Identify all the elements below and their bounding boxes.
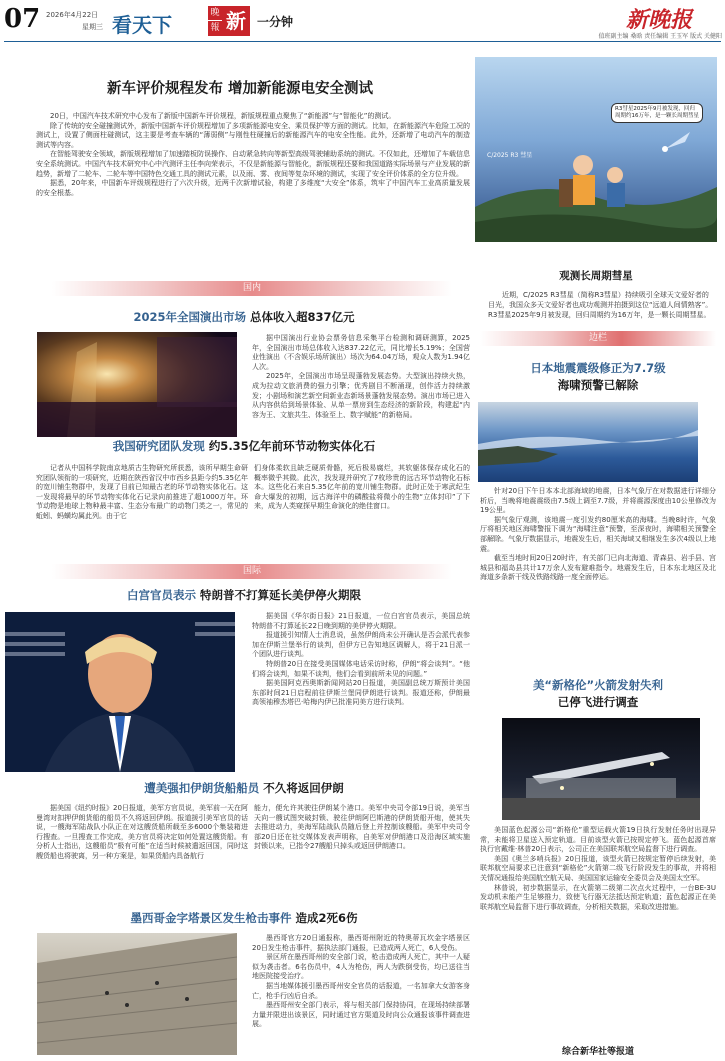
pyramid-photo (37, 933, 237, 1055)
page-number: 07 (4, 4, 41, 34)
headline-prefix: 白宫官员表示 (126, 588, 196, 602)
comet-illustration (475, 57, 717, 242)
footer-source: 综合新华社等报道 (561, 1047, 634, 1057)
fossil-right: 们身体柔软且缺乏硬质骨骼，死后极易腐烂，其软躯体保存成化石的概率微乎其微。此次，找发现并研究了7枚珍贵的远古环节动物化石标本。这些化石来自5.35亿年前的宽川铺生物群。此时正处于寒武纪生命大爆发的初期，远古海洋中的磷酸盐将微小的生物“立体封印”了下来，成为人类窥探早期生命演化的绝佳窗口。 (254, 464, 470, 511)
seal-char: 報 (208, 21, 222, 36)
ship-right: 能力，便允许其驶往伊朗某个港口。美军中央司令部19日说，美军当天向一艘试图突破封锁、驶往伊朗阿巴斯港的伊朗货船开炮，使其失去推进动力，美海军陆战队员随后登上并控制该艘船。美军中央司令部20日还在社交媒体发表声明称，自美军对伊朗港口及沿海区域实施封锁以来，已指令27艘船只掉头或返回伊朗港口。 (254, 804, 470, 851)
seal-char: 新 (222, 6, 250, 36)
trump-headline (14, 587, 474, 603)
mexico-paragraph: 景区所在墨西哥州的安全部门说，枪击造成两人死亡，其中一人疑似为袭击者。6名伤员中，4人为枪伤，两人为跌倒受伤，均已送往当地医院接受治疗。 (252, 953, 470, 981)
trump-body (252, 612, 470, 708)
lead-body (36, 112, 470, 198)
quake-paragraph: 截至当地时间20日20时许，有关部门已向北海道、青森县、岩手县、宫城县和福岛县共计17万余人发布避难指令。地震发生后，日本东北地区及北海道多条新干线及铁路线路一度全面停运。 (480, 554, 716, 582)
coast-photo (478, 402, 698, 482)
lead-paragraph: 20日，中国汽车技术研究中心发布了新版中国新车评价规程，新版规程重点聚焦了“新能源”与“智能化”的测试。 (50, 112, 396, 120)
issue-date: 2026年4月22日 (46, 11, 99, 19)
rocket-shape (502, 718, 700, 820)
section-title: 看天下 (112, 13, 172, 37)
concert-crowd (37, 332, 237, 437)
headline-main: 海啸预警已解除 (557, 378, 639, 392)
seal-logo (208, 6, 252, 36)
lead-paragraph: 在智能驾驶安全领域，新版规程增加了加速踏板防误操作、自动紧急转向等新型高级驾驶辅助系统的测试。不仅如此，还增加了车载信息安全系统测试。中国汽车技术研究中心中汽测评主任李向荣表示，不仅是新能源与智能化，新版规程还要和我国道路实际场景与产业发展的新趋势，新增了二轮车、二轮车等中国特色交通工具的测试元素，以及雨、雾、夜间等复杂环境的测试，实现了安全评价体系的全方位升级。 (36, 150, 470, 178)
headline-main: 约5.35亿年前环节动物实体化石 (208, 439, 376, 453)
headline-main: 不久将返回伊朗 (263, 781, 344, 795)
headline-main: 已停飞进行调查 (557, 695, 639, 709)
headline-main: 特朗普不打算延长美伊停火期限 (200, 588, 361, 602)
comet-bubble-text: R3彗星2025年9月被发现，回归周期约16万年，是一颗长周期彗星 (615, 106, 699, 119)
performance-paragraph: 2025年，全国演出市场呈现蓬勃发展态势。大型演出持续火热，成为拉动文旅消费的强力引擎；优秀剧目不断涌现，创作活力持续激发；小剧场和演艺新空间新业态新场景蓬勃发展态势。演出市场已进入从内容供给到场景体验、从单一票房到生态经济的新阶段，构建起“内容为王、文旅共生、体验至上、数字赋能”的新格局。 (252, 372, 470, 419)
performance-headline (14, 309, 474, 325)
trump-portrait (5, 612, 235, 772)
masthead (0, 0, 725, 44)
section-band-domestic (52, 281, 452, 296)
section-band-sidebar (480, 331, 716, 346)
mexico-paragraph: 据当地媒体援引墨西哥州安全官员的话报道，一名加拿大女游客身亡，枪手行凶后自杀。 (252, 981, 470, 1000)
lead-paragraph: 据悉，20年来，中国新车评级规程进行了六次升级，近两千次新增试验，构建了多维度“大安全”体系，筑牢了中国汽车工业高质量发展的安全根基。 (36, 179, 470, 197)
trump-paragraph: 据美国《华尔街日报》21日报道，一位白宫官员表示，美国总统特朗普不打算延长22日晚到期的美伊停火期限。 (252, 612, 470, 630)
ship-left: 据美国《纽约时报》20日报道，美军方官员说，美军前一天在阿曼湾对扣押伊朗货船的船员不久将返回伊朗。报道援引美军官员的话说，一艘海军陆战队小队正在对这艘货船所载至多6000个集装箱进行搜查。一旦搜查工作完成，美方官员将决定如何处置这艘货船。有分析人士指出，这艘船员“极有可能”在适当时候被遣返回国，同时这艘货船也将驶离，另一种方案是，如果货船内具备航行 (36, 804, 248, 860)
headline-prefix: 2025年全国演出市场 (133, 310, 246, 324)
coast-shape (478, 402, 698, 482)
rocket-headline (478, 677, 718, 711)
fossil-headline (14, 438, 474, 454)
issue-weekday: 星期三 (82, 23, 103, 31)
band-label: 边栏 (588, 333, 607, 343)
performance-body (252, 334, 470, 420)
headline-main: 造成2死6伤 (295, 911, 358, 925)
comet-text: 近期，C/2025 R3彗星（简称R3彗星）持续吸引全球天文爱好者的目光，我国众多天文爱好者也成功观测并拍摄到这位“远道人间情熟客”。R3彗星2025年9月被发现，回归周期约为16万年，是一颗长周期彗星。 (488, 291, 713, 319)
lead-headline: 新车评价规程发布 增加新能源电安全测试 (106, 81, 374, 97)
quake-paragraph: 据气象厅观测，该地震一度引发约80厘米高的海啸。当晚8时许，气象厅将相关地区海啸警报下调为“海啸注意”预警，至深夜时，海啸相关预警全部解除。气象厅数据显示，地震发生后，相关海域又相继发生多次4级以上地震。 (480, 515, 716, 553)
rocket-paragraph: 美国蓝色起源公司“新格伦”重型运载火箭19日执行发射任务时出现异常，未能将卫星送入预定轨道。目前该型火箭已按规定停飞。蓝色起源首席执行官戴维·林普20日表示，公司正在美国联邦航空局监督下进行调查。 (480, 826, 716, 854)
trump-paragraph: 特朗普20日在接受美国媒体电话采访时称，伊朗“将会谈判”。“他们将会谈判，如果不谈判，他们会看到前所未见的问题。” (252, 659, 470, 678)
staff-credits: 值班副主编 桑晗 责任编辑 王玉军 版式 关健阳 (598, 33, 722, 40)
mexico-paragraph: 墨西哥官方20日通报称，墨西哥州附近的特奥蒂瓦坎金字塔景区20日发生枪击事件，据执法部门通报，已造成两人死亡，6人受伤。 (252, 934, 470, 952)
quake-headline (478, 360, 718, 394)
headline-main: 总体收入超837亿元 (250, 310, 355, 324)
headline-prefix: 墨西哥金字塔景区发生枪击事件 (130, 911, 292, 925)
fossil-left: 记者从中国科学院南京地质古生物研究所获悉，该所早期生命研究团队领衔的一项研究，近期在陕西省汉中市西乡县距今约5.35亿年的宽川铺生物群中，发现了目前已知最古老的环节动物实体化石。这一发现将最早的环节动物实体化石记录向前推进了超1000万年。环节动物是地球上物种最丰富、生态分布最广的动物门类之一，常见的蚯蚓、蚂蟥均属此列。由于它 (36, 464, 248, 520)
trump-photo (5, 612, 235, 772)
headline-prefix: 美“新格伦”火箭发射失利 (532, 678, 664, 692)
rocket-paragraph: 林普说，初步数据显示，在火箭第二级第二次点火过程中，一台BE-3U发动机未能产生足够推力，致使飞行器无法抵达预定轨道；蓝色起源正在美联邦航空局监督下进行事故调查，分析相关数据，采取改进措施。 (480, 883, 716, 911)
band-label: 国内 (242, 283, 261, 293)
brand-logo: 新晚报 (626, 7, 693, 33)
headline-prefix: 遭美强扣伊朗货船船员 (144, 781, 260, 795)
trump-paragraph: 报道援引知情人士消息说，虽然伊朗尚未公开确认是否会派代表参加在伊斯兰堡举行的谈判，但伊方已告知地区调解人，将于21日派一个团队进行谈判。 (252, 631, 470, 659)
mexico-body (252, 934, 470, 1030)
rocket-photo (502, 718, 700, 820)
lead-paragraph: 除了传统的安全碰撞测试外，新版中国新车评价规程增加了多项新能源电安全、乘员保护等方面的测试。比如，在新能源汽车危险工况的测试上，设置了侧面柱碰测试，这主要是考查车辆的“薄弱侧”与刚性柱硬撞后的新能源汽车的电安全性能。此外，还新增了电动汽车的制造测试等内容。 (36, 121, 470, 149)
seal-char: 晚 (208, 6, 222, 20)
masthead-rule (4, 41, 721, 42)
mexico-paragraph: 墨西哥州安全部门表示，将与相关部门保持协同，在现场持续部署力量并限进出该景区，同时通过官方渠道及时向公众通报该事件调查进展。 (252, 1001, 470, 1029)
comet-caption: 观测长周期彗星 (559, 270, 633, 282)
comet-bubble (611, 103, 703, 123)
section-band-international (52, 564, 452, 579)
pyramid-shape (37, 933, 237, 1055)
mexico-headline (14, 910, 474, 926)
performance-paragraph: 据中国演出行业协会票务信息采集平台检测和调研测算，2025年，全国演出市场总体收入达837.22亿元，同比增长5.19%；全国营业性演出（不含娱乐场所演出）场次为64.04万场，观众人数为1.94亿人次。 (252, 334, 470, 371)
rocket-body (480, 826, 716, 912)
trump-paragraph: 据美国阿克西奥斯新闻网站20日报道，美国副总统万斯预计美国东部时间21日启程前往伊斯兰堡同伊朗进行谈判。报道还称，伊朗最高领袖穆杰塔巴·哈梅内伊已批准同美方进行谈判。 (252, 679, 470, 707)
column-name: 一分钟 (257, 15, 294, 29)
band-label: 国际 (242, 566, 261, 576)
quake-body (480, 487, 716, 583)
headline-prefix: 我国研究团队发现 (112, 439, 205, 453)
rocket-paragraph: 美国《奥兰多哨兵报》20日报道，该型火箭已按规定暂停后续发射，美联邦航空局要求已注意到“新格伦”火箭第二级飞行阶段发生的事故，并将相关情况通报给美国航空航天局、美国国家运输安全委员会及美国太空军。 (480, 854, 716, 882)
quake-paragraph: 针对20日下午日本本北部海域的地震，日本气象厅在对数据进行详细分析后，当晚将地震震级由7.5级上调至7.7级，并将震源深度由10公里修改为19公里。 (480, 487, 716, 515)
headline-prefix: 日本地震震级修正为7.7级 (530, 361, 666, 375)
ship-headline (14, 780, 474, 796)
concert-photo (37, 332, 237, 437)
comet-label: C/2025 R3 彗星 (487, 152, 533, 159)
